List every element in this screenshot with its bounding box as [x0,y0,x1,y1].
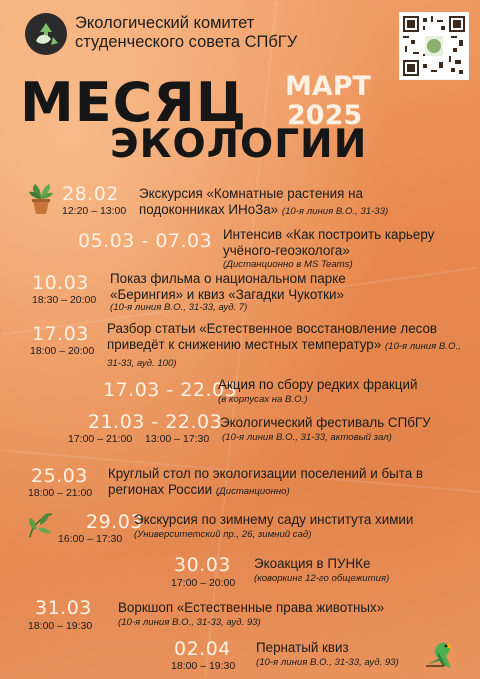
event-title: Акция по сбору редких фракций [218,377,418,392]
event-title-text: Разбор статьи «Естественное восстановление лесов приведёт к снижению местных температур» [107,321,438,352]
event-location: (10-я линия В.О., 31-33) [281,205,389,217]
event-title: Пернатый квиз [256,640,349,655]
event-time: 18:00 – 19:30 [28,620,93,632]
org-line-1: Экологический комитет [75,14,255,32]
title-year: 2025 [287,100,363,131]
event-location: (Дистанционно в MS Teams) [223,259,353,270]
event-time: 18:30 – 20:00 [32,294,97,306]
event-date: 05.03 - 07.03 [78,230,213,252]
event-date: 28.02 [62,183,119,205]
event-date: 25.03 [31,465,88,487]
event-date: 10.03 [32,272,89,294]
recycle-leaf-logo-icon [31,19,61,49]
event-location: (10-я линия В.О., 31-33, ауд. 7) [110,302,248,313]
event-time: 18:00 – 19:30 [171,660,236,672]
event-date: 21.03 - 22.03 [88,411,223,433]
event-title: Экологический фестиваль СПбГУ [220,415,431,430]
event-location: (10-я линия В.О., 31-33, ауд. 100) [107,340,461,369]
title-line-2: ЭКОЛОГИИ [110,122,368,167]
event-date: 29.03 [86,511,143,533]
event-date: 31.03 [35,597,92,619]
event-date: 30.03 [174,554,231,576]
event-time: 18:00 – 20:00 [30,345,95,357]
event-time: 16:00 – 17:30 [58,533,123,545]
event-title [108,466,448,499]
event-title [107,321,462,372]
event-date: 17.03 - 22.03 [103,379,238,401]
event-location: (коворкинг 12-го общежития) [254,573,390,584]
event-title: Воркшоп «Естественные права животных» [118,600,385,615]
event-date: 02.04 [174,638,231,660]
organizer [75,14,297,52]
logo [25,13,67,55]
event-location: (10-я линия В.О., 31-33, актовый зал) [222,432,392,443]
event-title-text: Круглый стол по экологизации поселений и быта в регионах России [108,466,423,497]
event-time: 12:20 – 13:00 [62,205,127,217]
event-title: Показ фильма о национальном парке «Берингия» и квиз «Загадки Чукотки» [110,271,346,302]
event-time-2: 13:00 – 17:30 [145,433,210,445]
event-location: (Университетский пр., 26, зимний сад) [134,529,312,540]
event-location: (10-я линия В.О., 31-33, ауд. 93) [118,617,261,628]
parrot-icon [424,638,458,677]
leaf-icon [26,510,54,545]
event-title: Интенсив «Как построить карьеру учёного-геоэколога» [223,227,435,258]
event-title: Экскурсия по зимнему саду института химии [134,512,414,527]
event-time: 17:00 – 21:00 [68,433,133,445]
potted-plant-icon [27,181,55,220]
event-location: (10-я линия В.О., 31-33, ауд. 93) [256,657,399,668]
event-location: (в корпусах на В.О.) [218,394,308,405]
title-line-1: МЕСЯЦ [20,71,247,134]
event-title [139,186,439,219]
event-time: 17:00 – 20:00 [171,577,236,589]
qr-code-icon [403,16,465,76]
event-title-text: Экскурсия «Комнатные растения на подоконниках ИНоЗа» [139,186,363,217]
title-month: МАРТ [285,71,371,102]
event-time: 18:00 – 21:00 [28,487,93,499]
event-date: 17.03 [32,323,89,345]
org-line-2: студенческого совета СПбГУ [75,33,298,51]
event-location: (Дистанционно) [215,485,290,497]
event-title: Экоакция в ПУНКе [254,556,371,571]
qr-code[interactable] [399,12,469,80]
